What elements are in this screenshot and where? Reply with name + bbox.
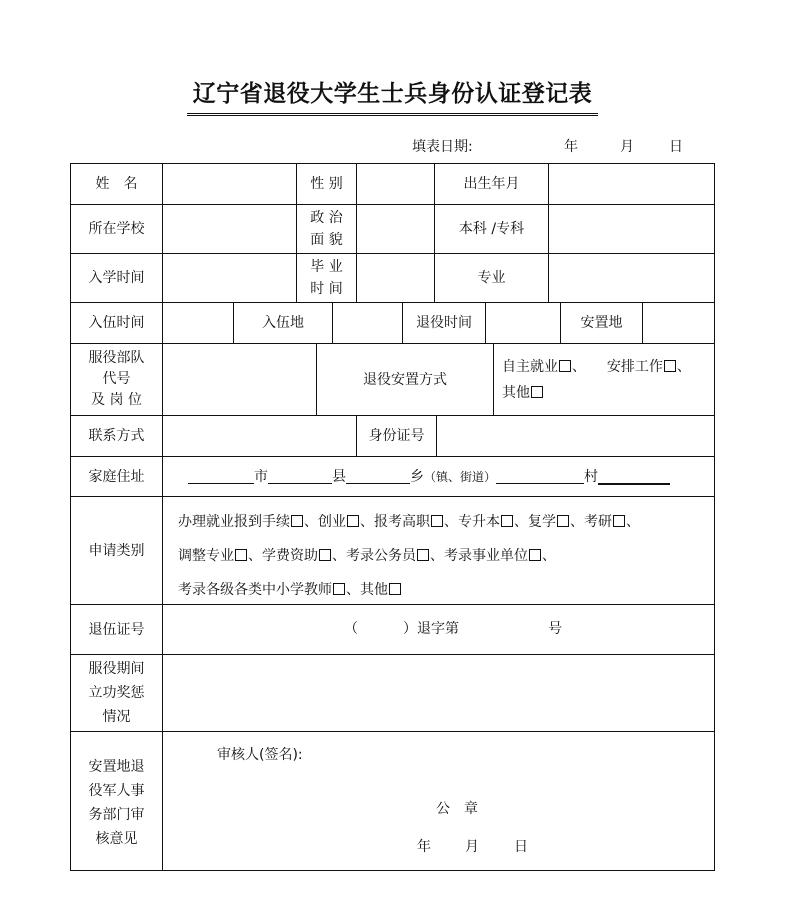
- apply-category-label: 申请类别: [88, 542, 145, 559]
- address-city: 市: [254, 468, 268, 485]
- option-assigned-job[interactable]: 安排工作 、: [606, 358, 691, 375]
- apply-options-line2: [178, 539, 556, 573]
- apply-option[interactable]: 调整专业 、: [178, 548, 262, 564]
- checkbox[interactable]: [557, 515, 569, 527]
- checkbox[interactable]: [417, 549, 429, 561]
- cert-open-paren: （: [344, 621, 358, 637]
- merit-label-line3: 情况: [102, 709, 131, 725]
- address-township-note: （镇、街道）: [424, 469, 497, 484]
- cert-mid-text: ）退字第: [403, 621, 459, 637]
- enroll-field[interactable]: [163, 254, 296, 302]
- enlist-place-field[interactable]: [333, 303, 402, 343]
- fill-date-month: 月: [620, 139, 634, 155]
- merit-label: [71, 655, 162, 731]
- apply-option[interactable]: 专升本 、: [458, 514, 528, 530]
- political-label: [297, 205, 356, 253]
- review-label-line3: 务部门审: [88, 807, 145, 823]
- id-number-field[interactable]: [437, 416, 714, 456]
- review-label: [71, 732, 162, 870]
- checkbox[interactable]: [319, 549, 331, 561]
- contact-label: 联系方式: [88, 428, 145, 444]
- checkbox[interactable]: [559, 360, 571, 372]
- political-field[interactable]: [357, 205, 434, 253]
- placement-label: 安置地: [580, 315, 623, 331]
- address-county: 县: [332, 468, 346, 485]
- merit-label-line2: 立功奖惩: [88, 685, 145, 701]
- checkbox[interactable]: [501, 515, 513, 527]
- address-label: 家庭住址: [88, 468, 145, 485]
- major-field[interactable]: [549, 254, 714, 302]
- column-divider: [493, 343, 494, 415]
- fill-date-year: 年: [564, 139, 578, 155]
- township-blank[interactable]: [346, 469, 410, 484]
- village-blank[interactable]: [598, 469, 670, 485]
- merit-label-line1: 服役期间: [88, 661, 145, 677]
- checkbox[interactable]: [664, 360, 676, 372]
- major-label: 专业: [477, 270, 506, 286]
- apply-option[interactable]: 考研 、: [584, 514, 640, 530]
- political-label-line2: 面 貌: [310, 232, 343, 248]
- gender-field[interactable]: [357, 164, 434, 204]
- unit-label-line1: 服役部队: [88, 350, 145, 366]
- row-divider: [71, 496, 714, 497]
- apply-option[interactable]: 其他: [360, 582, 402, 598]
- checkbox[interactable]: [613, 515, 625, 527]
- apply-options-line1: [178, 505, 640, 539]
- degree-label: 本科 /专科: [458, 221, 525, 237]
- fill-date-label: 填表日期:: [412, 139, 473, 155]
- graduate-field[interactable]: [357, 254, 434, 302]
- birth-label: 出生年月: [463, 176, 520, 192]
- review-date-day: 日: [514, 839, 528, 855]
- name-label: 姓 名: [95, 176, 138, 192]
- checkbox[interactable]: [389, 583, 401, 595]
- seal-label: 公 章: [436, 801, 478, 817]
- placement-field[interactable]: [643, 303, 714, 343]
- unit-label-line3: 及 岗 位: [91, 392, 142, 408]
- merit-field[interactable]: [163, 655, 714, 731]
- review-label-line2: 役军人事: [88, 783, 145, 799]
- apply-options-line3: [178, 573, 402, 607]
- street-blank[interactable]: [496, 469, 584, 484]
- apply-option[interactable]: 考录公务员 、: [346, 548, 444, 564]
- option-other-placement[interactable]: 其他: [502, 385, 544, 401]
- review-label-line4: 核意见: [95, 831, 138, 847]
- address-township: 乡: [410, 468, 424, 485]
- birth-field[interactable]: [549, 164, 714, 204]
- unit-label: [71, 344, 162, 415]
- review-label-line1: 安置地退: [88, 759, 145, 775]
- discharge-time-field[interactable]: [486, 303, 560, 343]
- checkbox[interactable]: [235, 549, 247, 561]
- placement-method-options: [502, 344, 712, 415]
- fill-date-day: 日: [669, 139, 683, 155]
- checkbox[interactable]: [347, 515, 359, 527]
- placement-method-label: 退役安置方式: [363, 371, 447, 388]
- unit-field[interactable]: [163, 344, 316, 415]
- apply-option[interactable]: 考录事业单位 、: [444, 548, 556, 564]
- enroll-label: 入学时间: [88, 270, 145, 286]
- registration-form-table: [70, 163, 715, 871]
- degree-field[interactable]: [549, 205, 714, 253]
- cert-number-suffix: 号: [548, 621, 562, 637]
- reviewer-signature-label: 审核人(签名):: [217, 747, 303, 763]
- cert-number-field[interactable]: [163, 605, 714, 654]
- apply-option[interactable]: 报考高职 、: [374, 514, 458, 530]
- address-field[interactable]: [188, 457, 714, 496]
- enlist-place-label: 入伍地: [262, 315, 304, 331]
- apply-option[interactable]: 考录各级各类中小学教师 、: [178, 582, 360, 598]
- checkbox[interactable]: [529, 549, 541, 561]
- id-number-label: 身份证号: [368, 428, 425, 444]
- graduate-label-line1: 毕 业: [310, 259, 343, 275]
- checkbox[interactable]: [333, 583, 345, 595]
- checkbox[interactable]: [291, 515, 303, 527]
- name-field[interactable]: [163, 164, 296, 204]
- review-date-month: 月: [465, 839, 479, 855]
- apply-option[interactable]: 复学 、: [528, 514, 584, 530]
- form-title: 辽宁省退役大学生士兵身份认证登记表: [0, 76, 785, 116]
- graduate-label-line2: 时 间: [310, 281, 343, 297]
- city-blank[interactable]: [188, 469, 254, 484]
- apply-option[interactable]: 办理就业报到手续 、: [178, 514, 318, 530]
- apply-option[interactable]: 创业 、: [318, 514, 374, 530]
- school-field[interactable]: [163, 205, 296, 253]
- county-blank[interactable]: [268, 469, 332, 484]
- enlist-time-field[interactable]: [163, 303, 233, 343]
- review-date-year: 年: [417, 839, 431, 855]
- address-village: 村: [584, 468, 599, 485]
- graduate-label: [297, 254, 356, 302]
- checkbox[interactable]: [531, 386, 543, 398]
- option-self-employment[interactable]: 自主就业 、: [502, 358, 586, 375]
- political-label-line1: 政 治: [310, 210, 343, 226]
- review-area[interactable]: [163, 732, 714, 870]
- school-label: 所在学校: [88, 221, 145, 237]
- unit-label-line2: 代号: [102, 371, 131, 387]
- apply-option[interactable]: 学费资助 、: [262, 548, 346, 564]
- enlist-time-label: 入伍时间: [88, 315, 145, 331]
- cert-number-label: 退伍证号: [88, 621, 145, 638]
- discharge-time-label: 退役时间: [416, 315, 472, 331]
- contact-field[interactable]: [163, 416, 356, 456]
- checkbox[interactable]: [431, 515, 443, 527]
- gender-label: 性 别: [310, 176, 343, 192]
